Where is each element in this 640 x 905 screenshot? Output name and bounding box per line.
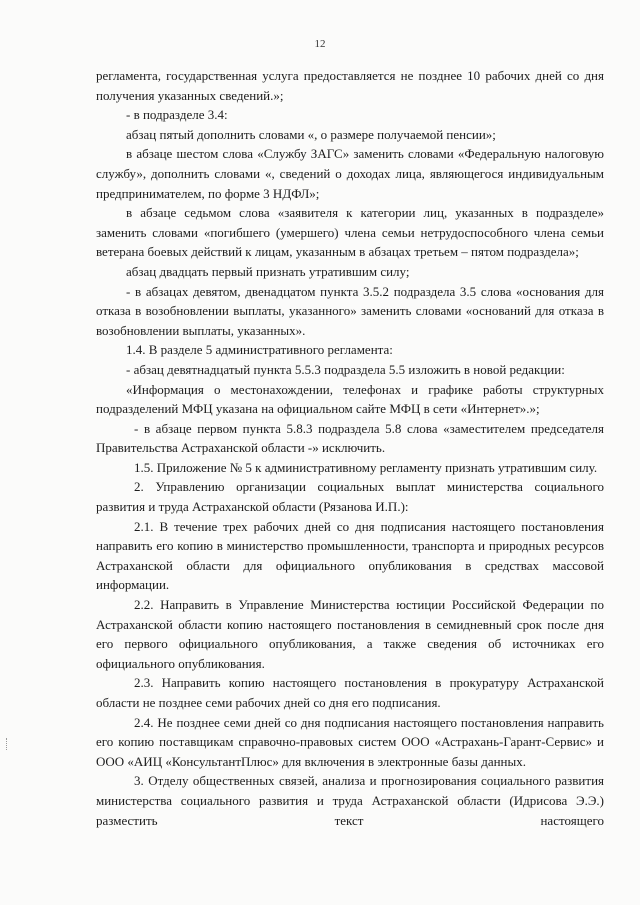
paragraph: - в абзацах девятом, двенадцатом пункта 3.5.2 подраздела 3.5 слова «основания для отказа в возобновлении выплаты, указанного» заменить словами «оснований для отказа в возобновлении выплаты, указанных». (96, 283, 604, 338)
paragraph: - в подразделе 3.4: (126, 107, 228, 123)
paragraph: 1.5. Приложение № 5 к административному регламенту признать утратившим силу. (134, 459, 598, 475)
paragraph: «Информация о местонахождении, телефонах и графике работы структурных подразделений МФЦ указана на официальном сайте МФЦ в сети «Интернет».»; (96, 381, 604, 417)
page-number: 12 (314, 38, 326, 50)
paragraph: 3. Отделу общественных связей, анализа и прогнозирования социального развития министерства социального развития и труда Астраханской области (Идрисова Э.Э.) разместить текст настоящего (96, 773, 604, 828)
scan-artifact (6, 738, 11, 750)
paragraph: в абзаце шестом слова «Службу ЗАГС» заменить словами «Федеральную налоговую службу», дополнить словами «, сведений о доходах лица, являющегося индивидуальным предпринимателем, по форме 3 НДФЛ»; (96, 146, 604, 201)
paragraph: 2.2. Направить в Управление Министерства юстиции Российской Федерации по Астраханской области копию настоящего постановления в семидневный срок после дня его первого официального опубликования, а также сведения об источниках его официального опубликования. (96, 597, 604, 671)
paragraph: - абзац девятнадцатый пункта 5.5.3 подраздела 5.5 изложить в новой редакции: (126, 361, 565, 377)
paragraph: в абзаце седьмом слова «заявителя к категории лиц, указанных в подразделе» заменить словами «погибшего (умершего) члена семьи нетрудоспособного члена семьи ветерана боевых действий к лицам, указанным в абзацах третьем – пятом подраздела»; (96, 205, 604, 260)
paragraph: 2.4. Не позднее семи дней со дня подписания настоящего постановления направить его копию поставщикам справочно-правовых систем ООО «Астрахань-Гарант-Сервис» и ООО «АИЦ «КонсультантПлюс» для включения в электронные базы данных. (96, 714, 604, 769)
paragraph: 2.1. В течение трех рабочих дней со дня подписания настоящего постановления направить его копию в министерство промышленности, транспорта и природных ресурсов Астраханской области для официального опубликования в средствах массовой информации. (96, 518, 604, 593)
paragraph: 2. Управлению организации социальных выплат министерства социального развития и труда Астраханской области (Рязанова И.П.): (96, 479, 604, 515)
paragraph: 1.4. В разделе 5 административного регламента: (126, 342, 393, 358)
paragraph: абзац пятый дополнить словами «, о размере получаемой пенсии»; (126, 126, 496, 142)
document-body (96, 66, 604, 830)
paragraph: регламента, государственная услуга предоставляется не позднее 10 рабочих дней со дня получения указанных сведений.»; (96, 68, 604, 103)
paragraph: абзац двадцать первый признать утратившим силу; (126, 263, 410, 279)
paragraph: - в абзаце первом пункта 5.8.3 подраздела 5.8 слова «заместителем председателя Правительства Астраханской области -» исключить. (96, 420, 604, 456)
paragraph: 2.3. Направить копию настоящего постановления в прокуратуру Астраханской области не позднее семи рабочих дней со дня его подписания. (96, 675, 604, 710)
